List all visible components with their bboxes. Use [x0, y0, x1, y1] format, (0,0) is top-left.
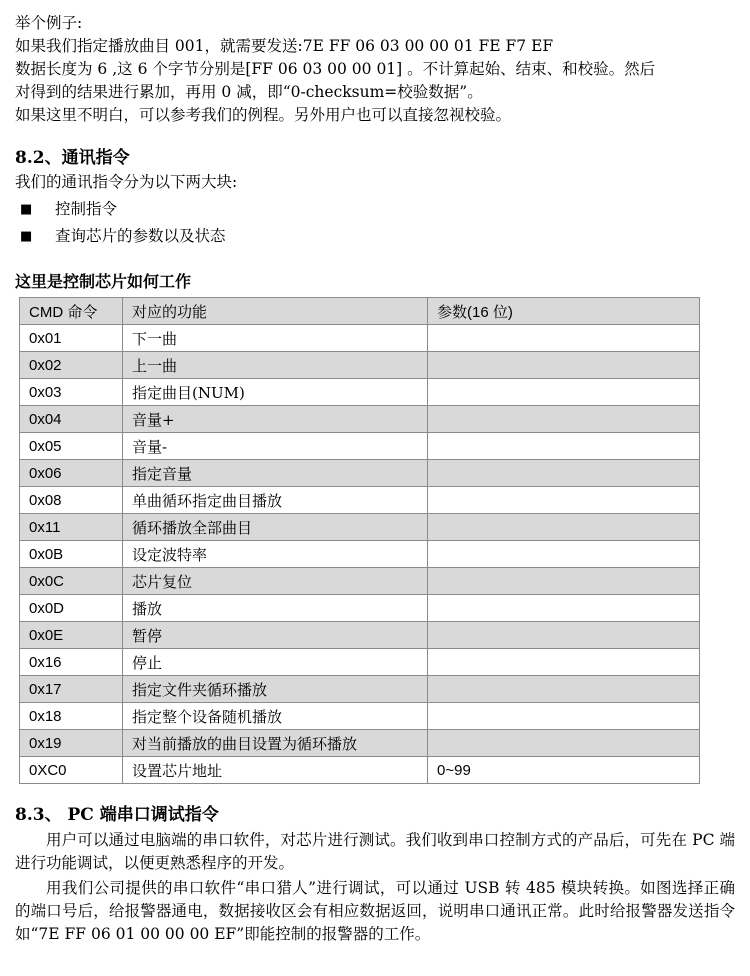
cell-cmd: 0x04	[20, 406, 123, 433]
cell-cmd: 0x18	[20, 703, 123, 730]
cell-param	[428, 352, 700, 379]
cell-function: 下一曲	[123, 325, 428, 352]
cell-param: 0~99	[428, 757, 700, 784]
cell-cmd: 0x19	[20, 730, 123, 757]
table-row	[20, 487, 700, 514]
cell-function: 指定音量	[123, 460, 428, 487]
table-row	[20, 730, 700, 757]
cell-param	[428, 379, 700, 406]
cell-function: 暂停	[123, 622, 428, 649]
table-row	[20, 568, 700, 595]
table-row	[20, 757, 700, 784]
cell-param	[428, 325, 700, 352]
table-row	[20, 325, 700, 352]
cell-function: 上一曲	[123, 352, 428, 379]
cell-param	[428, 568, 700, 595]
cell-cmd: 0x06	[20, 460, 123, 487]
cell-cmd: 0x05	[20, 433, 123, 460]
command-table	[19, 297, 700, 784]
intro-line: 对得到的结果进行累加，再用 0 减，即“0-checksum=校验数据”。	[15, 83, 483, 101]
cell-function: 指定曲目(NUM)	[123, 379, 428, 406]
cell-cmd: 0x03	[20, 379, 123, 406]
cell-param	[428, 541, 700, 568]
cell-param	[428, 730, 700, 757]
cell-cmd: 0x16	[20, 649, 123, 676]
section-8-2-intro: 我们的通讯指令分为以下两大块:	[15, 173, 238, 191]
section-8-2-heading: 8.2、通讯指令	[15, 148, 130, 168]
list-item	[20, 223, 735, 250]
header-cell-function: 对应的功能	[123, 298, 428, 325]
cell-param	[428, 649, 700, 676]
table-row	[20, 703, 700, 730]
list-item-label: 控制指令	[54, 200, 117, 218]
table-row	[20, 676, 700, 703]
table-row	[20, 406, 700, 433]
cell-param	[428, 514, 700, 541]
intro-paragraph	[15, 12, 735, 127]
cell-cmd: 0x01	[20, 325, 123, 352]
section-8-3-heading: 8.3、 PC 端串口调试指令	[15, 805, 219, 825]
table-row	[20, 379, 700, 406]
cell-cmd: 0x0B	[20, 541, 123, 568]
cell-param	[428, 406, 700, 433]
body-paragraph: 用我们公司提供的串口软件“串口猎人”进行调试，可以通过 USB 转 485 模块转换。如图选择正确的端口号后，给报警器通电，数据接收区会有相应数据返回，说明串口通讯正常。此时给报警器发送指令如“7E FF 06 01 00 00 00 EF”即能控制的报警器的工作。	[15, 879, 735, 943]
cell-cmd: 0x11	[20, 514, 123, 541]
table-caption: 这里是控制芯片如何工作	[15, 272, 192, 291]
list-item-label: 查询芯片的参数以及状态	[54, 227, 226, 245]
cell-function: 指定文件夹循环播放	[123, 676, 428, 703]
cell-function: 音量-	[123, 433, 428, 460]
cell-function: 指定整个设备随机播放	[123, 703, 428, 730]
table-row	[20, 541, 700, 568]
header-cell-param: 参数(16 位)	[428, 298, 700, 325]
table-row	[20, 649, 700, 676]
cell-function: 播放	[123, 595, 428, 622]
table-row	[20, 595, 700, 622]
cell-function: 芯片复位	[123, 568, 428, 595]
table-row	[20, 514, 700, 541]
cell-function: 音量+	[123, 406, 428, 433]
cell-cmd: 0x17	[20, 676, 123, 703]
square-bullet-icon: ■	[20, 202, 33, 217]
intro-line: 如果我们指定播放曲目 001，就需要发送:7E FF 06 03 00 00 01 FE F7 EF	[15, 37, 554, 55]
cell-cmd: 0x08	[20, 487, 123, 514]
cell-param	[428, 487, 700, 514]
cell-param	[428, 433, 700, 460]
table-row	[20, 460, 700, 487]
cell-param	[428, 622, 700, 649]
cell-param	[428, 595, 700, 622]
table-row	[20, 433, 700, 460]
command-table-header	[20, 298, 700, 325]
cell-function: 循环播放全部曲目	[123, 514, 428, 541]
cell-param	[428, 703, 700, 730]
cell-cmd: 0x0D	[20, 595, 123, 622]
cell-param	[428, 676, 700, 703]
cell-cmd: 0XC0	[20, 757, 123, 784]
intro-line: 数据长度为 6 ,这 6 个字节分别是[FF 06 03 00 00 01] 。不计算起始、结束、和校验。然后	[15, 60, 656, 78]
intro-line: 举个例子:	[15, 14, 83, 32]
intro-line: 如果这里不明白，可以参考我们的例程。另外用户也可以直接忽视校验。	[15, 106, 512, 124]
cell-function: 停止	[123, 649, 428, 676]
header-row	[20, 298, 700, 325]
cell-cmd: 0x0E	[20, 622, 123, 649]
cell-cmd: 0x02	[20, 352, 123, 379]
cell-function: 单曲循环指定曲目播放	[123, 487, 428, 514]
cell-function: 对当前播放的曲目设置为循环播放	[123, 730, 428, 757]
square-bullet-icon: ■	[20, 229, 33, 244]
header-cell-cmd: CMD 命令	[20, 298, 123, 325]
command-type-list	[15, 196, 735, 250]
table-row	[20, 622, 700, 649]
table-row	[20, 352, 700, 379]
cell-function: 设置芯片地址	[123, 757, 428, 784]
cell-function: 设定波特率	[123, 541, 428, 568]
list-item	[20, 196, 735, 223]
cell-param	[428, 460, 700, 487]
body-paragraph: 用户可以通过电脑端的串口软件，对芯片进行测试。我们收到串口控制方式的产品后，可先在 PC 端进行功能调试，以便更熟悉程序的开发。	[15, 831, 735, 872]
command-table-body	[20, 325, 700, 784]
cell-cmd: 0x0C	[20, 568, 123, 595]
